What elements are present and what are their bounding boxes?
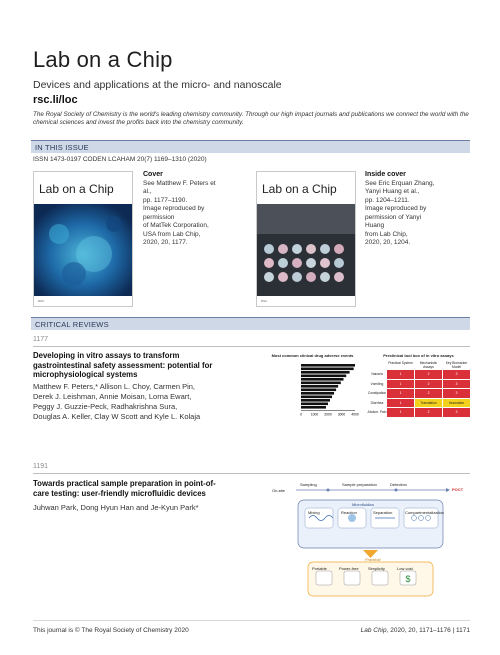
table-cell: 2 bbox=[415, 408, 442, 417]
table-cell: Innovation bbox=[443, 399, 470, 408]
table-cell: 3 bbox=[443, 370, 470, 379]
table-cell: Translation bbox=[415, 399, 442, 408]
journal-subtitle: Devices and applications at the micro- and nanoscale bbox=[33, 79, 282, 91]
label-portable: Portable bbox=[312, 566, 327, 571]
label-mixing: Mixing bbox=[308, 510, 320, 515]
section-label: IN THIS ISSUE bbox=[35, 143, 89, 152]
label-practical: Practical bbox=[365, 557, 381, 562]
bar bbox=[301, 392, 334, 395]
adverse-events-chart bbox=[265, 353, 360, 423]
table-cell: 3 bbox=[443, 408, 470, 417]
inside-cover-caption: Inside cover See Eric Erquan Zhang, Yanyi Huang et al., pp. 1204–1211. Image reproduced by permission of Yanyi Huang from Lab Chip, 2020, 20, 1204. bbox=[365, 171, 435, 246]
bar bbox=[301, 399, 330, 402]
label-reaction: Reaction bbox=[341, 510, 357, 515]
inside-cover-thumbnail[interactable] bbox=[256, 171, 356, 307]
table-row-label: Vomiting bbox=[370, 381, 384, 386]
table-cell: 1 bbox=[387, 399, 414, 408]
svg-text:$: $ bbox=[405, 574, 411, 584]
table-row-label: Diarrhea bbox=[370, 400, 384, 405]
footer-copyright: This journal is © The Royal Society of Chemistry 2020 bbox=[33, 627, 189, 634]
cover-publisher-logo: RSC bbox=[261, 299, 268, 303]
table-title: Preclinical tool box of in vitro assays bbox=[383, 353, 454, 358]
section-bar-critical-reviews bbox=[31, 317, 470, 330]
bar bbox=[301, 364, 355, 367]
cover-publisher-logo: RSC bbox=[38, 299, 45, 303]
table-row-label: Constipation bbox=[367, 391, 387, 395]
section-label: CRITICAL REVIEWS bbox=[35, 320, 109, 329]
footer-citation: Lab Chip, 2020, 20, 1171–1176 | 1171 bbox=[360, 627, 470, 634]
bar bbox=[301, 389, 336, 392]
divider bbox=[33, 346, 470, 347]
x-tick-label: 0 bbox=[300, 412, 302, 417]
label-sample-prep: Sample preparation bbox=[342, 482, 377, 487]
label-sampling: Sampling bbox=[300, 482, 317, 487]
bar bbox=[301, 406, 326, 409]
label-simplicity: Simplicity bbox=[368, 566, 385, 571]
journal-title: Lab on a Chip bbox=[33, 47, 173, 72]
poct-workflow-diagram bbox=[268, 478, 473, 600]
front-cover-thumbnail[interactable] bbox=[33, 171, 133, 307]
table-cell: 2 bbox=[415, 370, 442, 379]
front-cover-caption: Cover See Matthew F. Peters et al., pp. 1177–1190. Image reproduced by permission of MatTek Corporation, USA from Lab Chip, 2020, 20, 1177. bbox=[143, 171, 216, 246]
table-row-label: Nausea bbox=[371, 372, 383, 376]
bar bbox=[301, 371, 350, 374]
article-page-number: 1191 bbox=[33, 463, 49, 470]
bar bbox=[301, 396, 332, 399]
bar-chart-svg bbox=[265, 358, 360, 420]
bar bbox=[301, 368, 354, 371]
table-cell: 1 bbox=[387, 370, 414, 379]
bar bbox=[301, 403, 328, 406]
bar bbox=[301, 375, 346, 378]
table-cell: 2 bbox=[415, 380, 442, 389]
cover-image bbox=[257, 204, 355, 296]
table-cell: 3 bbox=[443, 380, 470, 389]
article-title[interactable]: Developing in vitro assays to transform gastrointestinal safety assessment: potential for microphysiological systems bbox=[33, 351, 213, 379]
cover-journal-title: Lab on a Chip bbox=[262, 182, 337, 196]
article-authors: Juhwan Park, Dong Hyun Han and Je-Kyun Park* bbox=[33, 503, 199, 512]
table-cell: 1 bbox=[387, 408, 414, 417]
assay-toolbox-table bbox=[367, 353, 470, 423]
footer-divider bbox=[33, 620, 470, 621]
col-header: Practical System bbox=[388, 361, 413, 365]
label-microfluidics: Microfluidics bbox=[352, 502, 375, 507]
bar bbox=[301, 382, 341, 385]
journal-intro: The Royal Society of Chemistry is the world's leading chemistry community. Through our high impact journals and publications we connect the world with the chemical sciences and invest the profits back into the chemistry community. bbox=[33, 111, 469, 126]
table-cell: 1 bbox=[387, 389, 414, 398]
cover-heading: Inside cover bbox=[365, 171, 406, 178]
table-cell: 1 bbox=[387, 380, 414, 389]
x-tick-label: 3000 bbox=[337, 412, 346, 417]
cover-heading: Cover bbox=[143, 171, 163, 178]
label-detection: Detection bbox=[390, 482, 407, 487]
chart-title: Most common clinical drug adverse events bbox=[271, 353, 354, 358]
table-row-label: Abdom. Pain bbox=[367, 410, 387, 414]
issn-line: ISSN 1473-0197 CODEN LCAHAM 20(7) 1169–1310 (2020) bbox=[33, 156, 207, 163]
table-cell: 3 bbox=[443, 389, 470, 398]
bar bbox=[301, 378, 344, 381]
col-header: Key Biomarker Model bbox=[445, 361, 468, 369]
label-onsite: On-site bbox=[272, 488, 285, 493]
label-poct: POCT bbox=[452, 487, 464, 492]
label-compartmentalization: Compartmentalization bbox=[405, 510, 444, 515]
x-tick-label: 2000 bbox=[324, 412, 332, 417]
label-power-free: Power-free bbox=[339, 566, 359, 571]
article-authors: Matthew F. Peters,* Allison L. Choy, Carmen Pin, Derek J. Leishman, Annie Moisan, Lorna Ewart, Peggy J. Guzzie-Peck, Radhakrishna Sura, Douglas A. Keller, Clay W Scott and Kyle L. Kolaja bbox=[33, 382, 201, 421]
journal-url[interactable]: rsc.li/loc bbox=[33, 94, 78, 106]
cover-journal-title: Lab on a Chip bbox=[39, 182, 114, 196]
bar bbox=[301, 385, 338, 388]
section-bar-in-this-issue bbox=[31, 140, 470, 153]
cover-image bbox=[34, 204, 132, 296]
label-low-cost: Low cost bbox=[397, 566, 413, 571]
x-tick-label: 4000 bbox=[351, 412, 359, 417]
article-title[interactable]: Towards practical sample preparation in point-of- care testing: user-friendly microfluidic devices bbox=[33, 479, 216, 498]
label-separation: Separation bbox=[373, 510, 393, 515]
table-cell: 2 bbox=[415, 389, 442, 398]
col-header: Mechanistic Assays bbox=[419, 361, 438, 369]
x-tick-label: 1000 bbox=[310, 412, 319, 417]
article-page-number: 1177 bbox=[33, 336, 49, 343]
divider bbox=[33, 473, 470, 474]
